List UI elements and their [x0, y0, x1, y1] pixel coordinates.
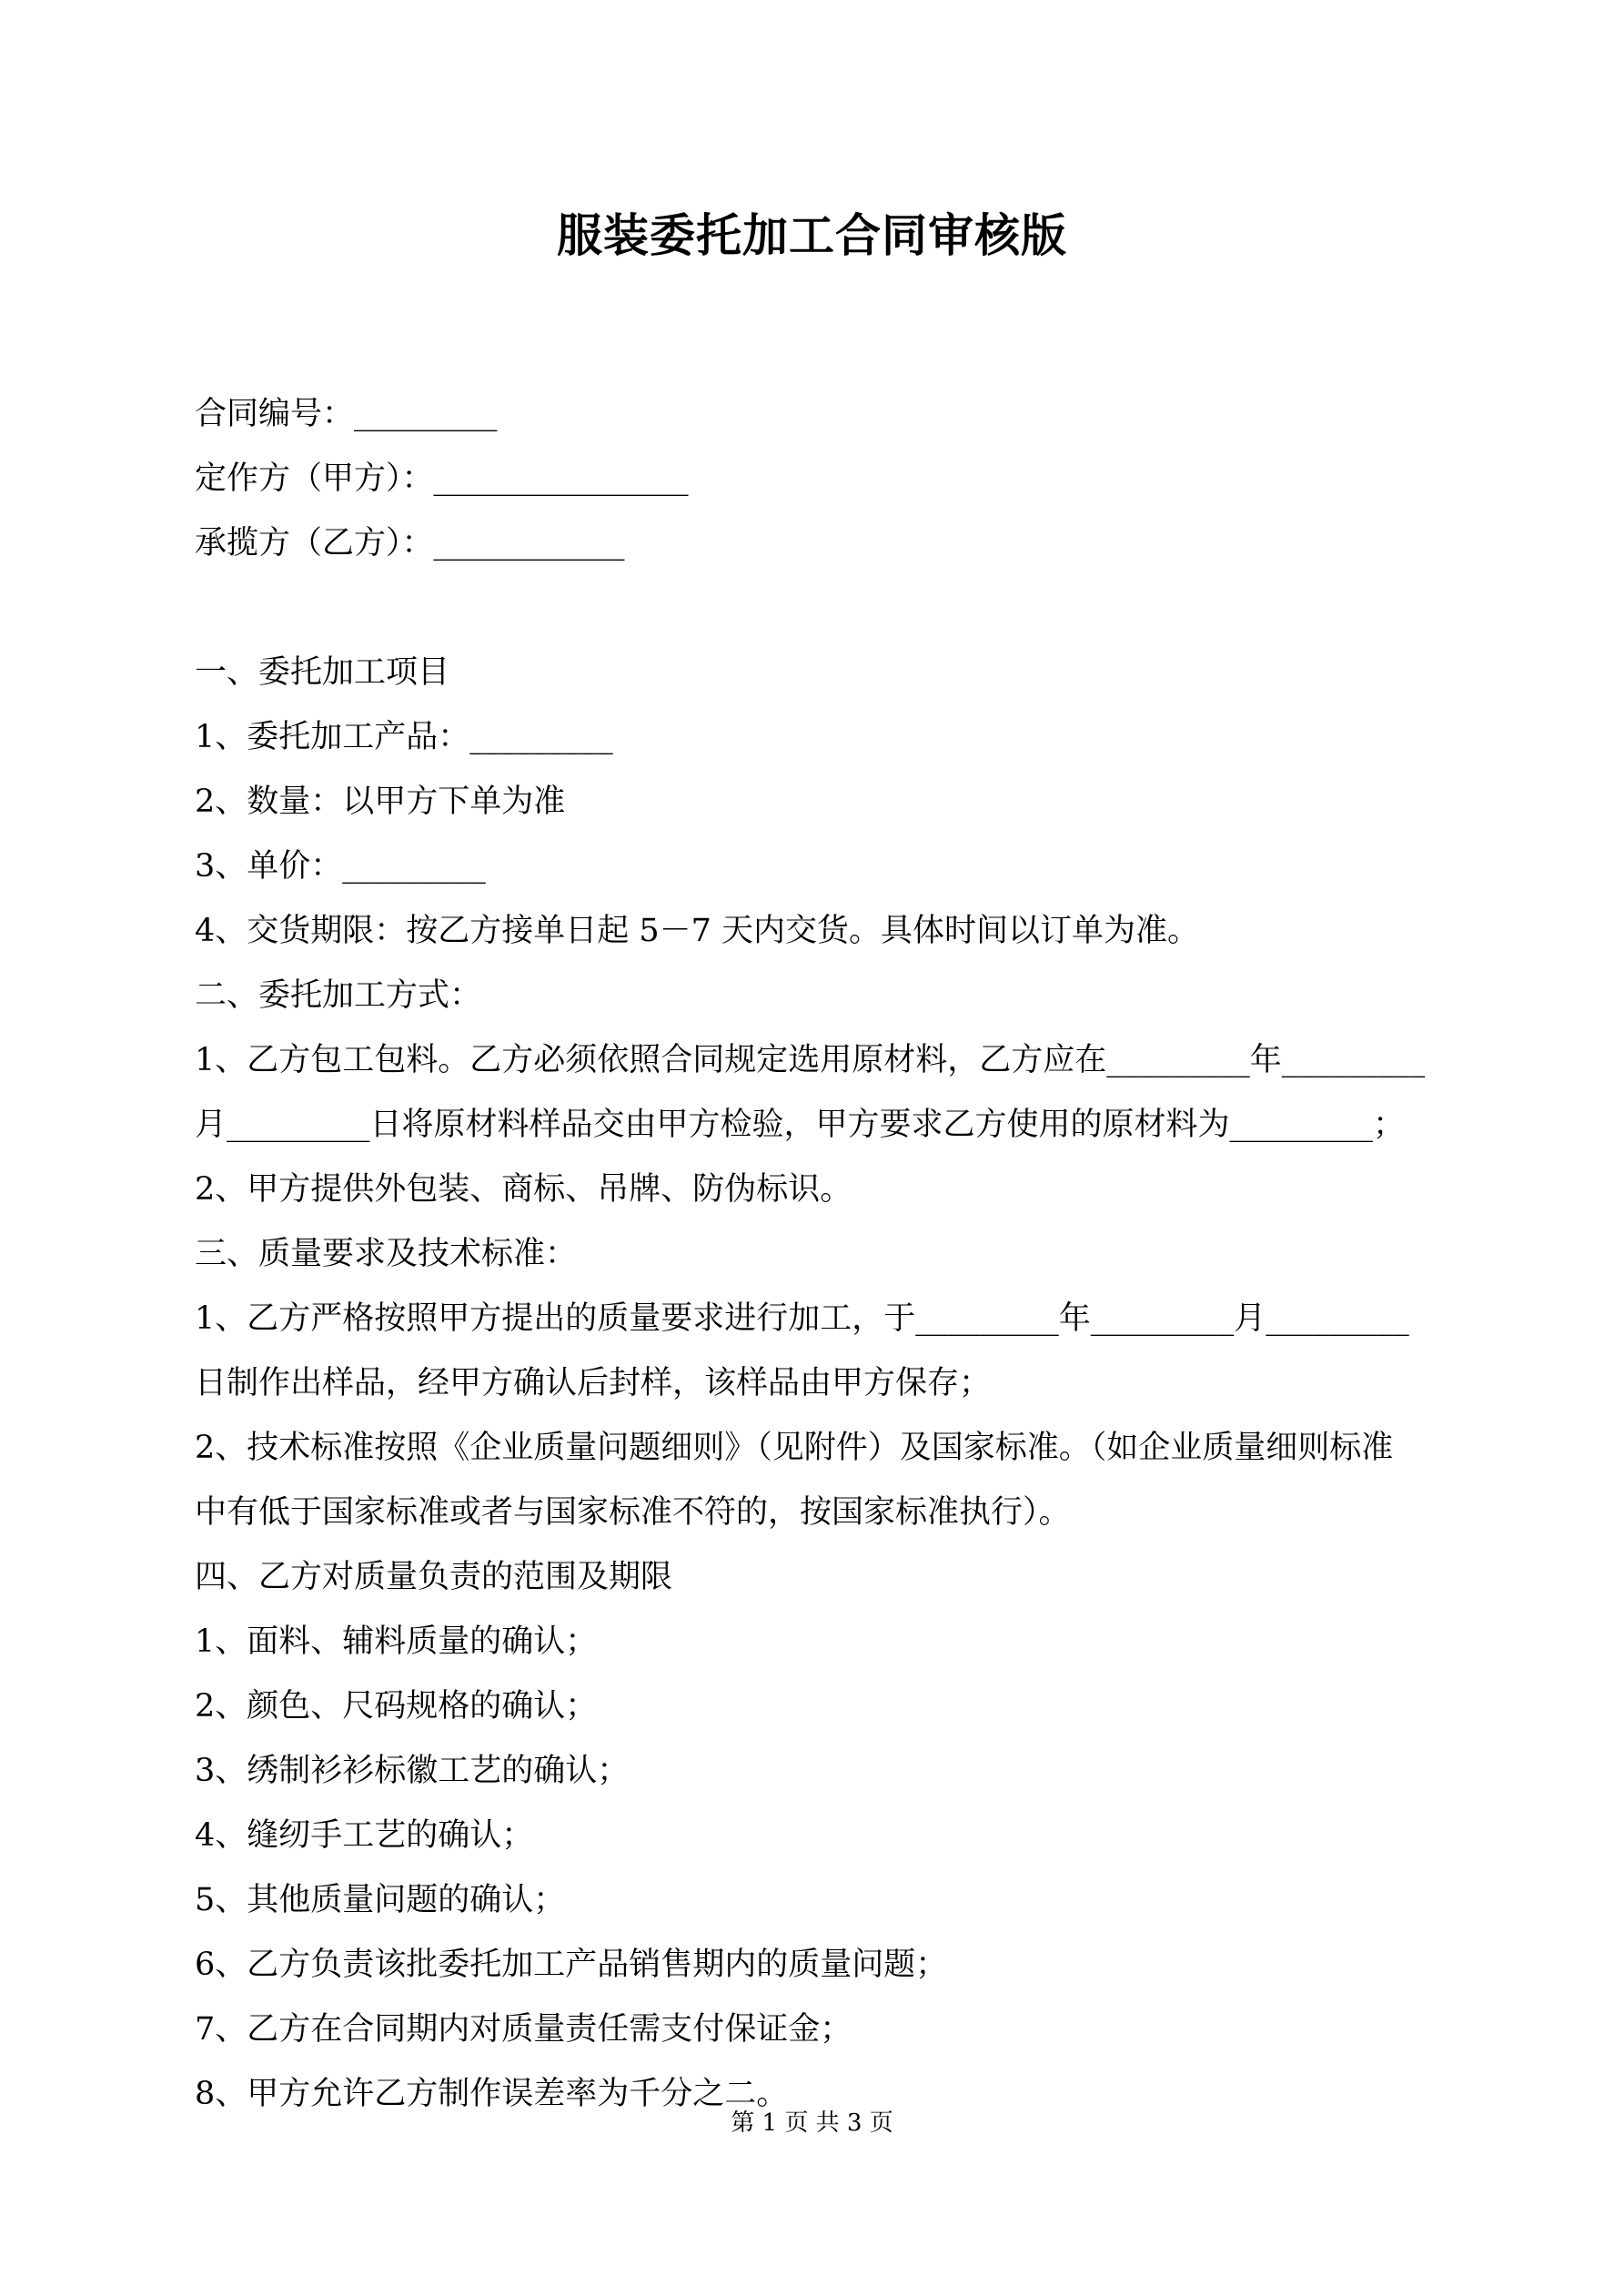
clause-line: 1、乙方包工包料。乙方必须依照合同规定选用原材料，乙方应在_________年_________ [195, 1042, 1426, 1078]
section-heading-2: 二、委托加工方式： [195, 977, 482, 1014]
document-title: 服装委托加工合同审核版 [557, 208, 1067, 262]
clause-line: 8、甲方允许乙方制作误差率为千分之二。 [195, 2076, 789, 2112]
clause-line: 日制作出样品，经甲方确认后封样，该样品由甲方保存； [195, 1365, 992, 1401]
clause-line: 1、乙方严格按照甲方提出的质量要求进行加工，于_________年_________月_________ [195, 1300, 1409, 1337]
clause-line: 4、交货期限：按乙方接单日起 5－7 天内交货。具体时间以订单为准。 [195, 913, 1200, 949]
section-heading-4: 四、乙方对质量负责的范围及期限 [195, 1559, 673, 1595]
clause-line: 1、委托加工产品：_________ [195, 719, 613, 755]
section-heading-1: 一、委托加工项目 [195, 654, 450, 691]
clause-line: 中有低于国家标准或者与国家标准不符的，按国家标准执行）。 [195, 1494, 1071, 1531]
clause-line: 2、颜色、尺码规格的确认； [195, 1688, 598, 1725]
clause-line: 4、缝纫手工艺的确认； [195, 1817, 534, 1854]
clause-line: 7、乙方在合同期内对质量责任需支付保证金； [195, 2011, 852, 2048]
page-footer: 第 1 页 共 3 页 [731, 2109, 893, 2137]
clause-line: 月_________日将原材料样品交由甲方检验，甲方要求乙方使用的原材料为_________； [195, 1107, 1406, 1143]
party-b-line: 承揽方（乙方）：____________ [195, 525, 625, 561]
party-a-line: 定作方（甲方）：________________ [195, 460, 689, 497]
clause-line: 3、单价：_________ [195, 848, 486, 885]
contract-number-line: 合同编号：_________ [195, 396, 498, 432]
clause-line: 3、绣制衫衫标徽工艺的确认； [195, 1753, 630, 1789]
section-heading-3: 三、质量要求及技术标准： [195, 1236, 578, 1272]
clause-line: 2、甲方提供外包装、商标、吊牌、防伪标识。 [195, 1171, 852, 1208]
clause-line: 1、面料、辅料质量的确认； [195, 1623, 598, 1660]
clause-line: 6、乙方负责该批委托加工产品销售期内的质量问题； [195, 1947, 948, 1983]
clause-line: 2、技术标准按照《企业质量问题细则》（见附件）及国家标准。（如企业质量细则标准 [195, 1430, 1394, 1466]
clause-line: 2、数量：以甲方下单为准 [195, 784, 566, 820]
clause-line: 5、其他质量问题的确认； [195, 1882, 566, 1918]
